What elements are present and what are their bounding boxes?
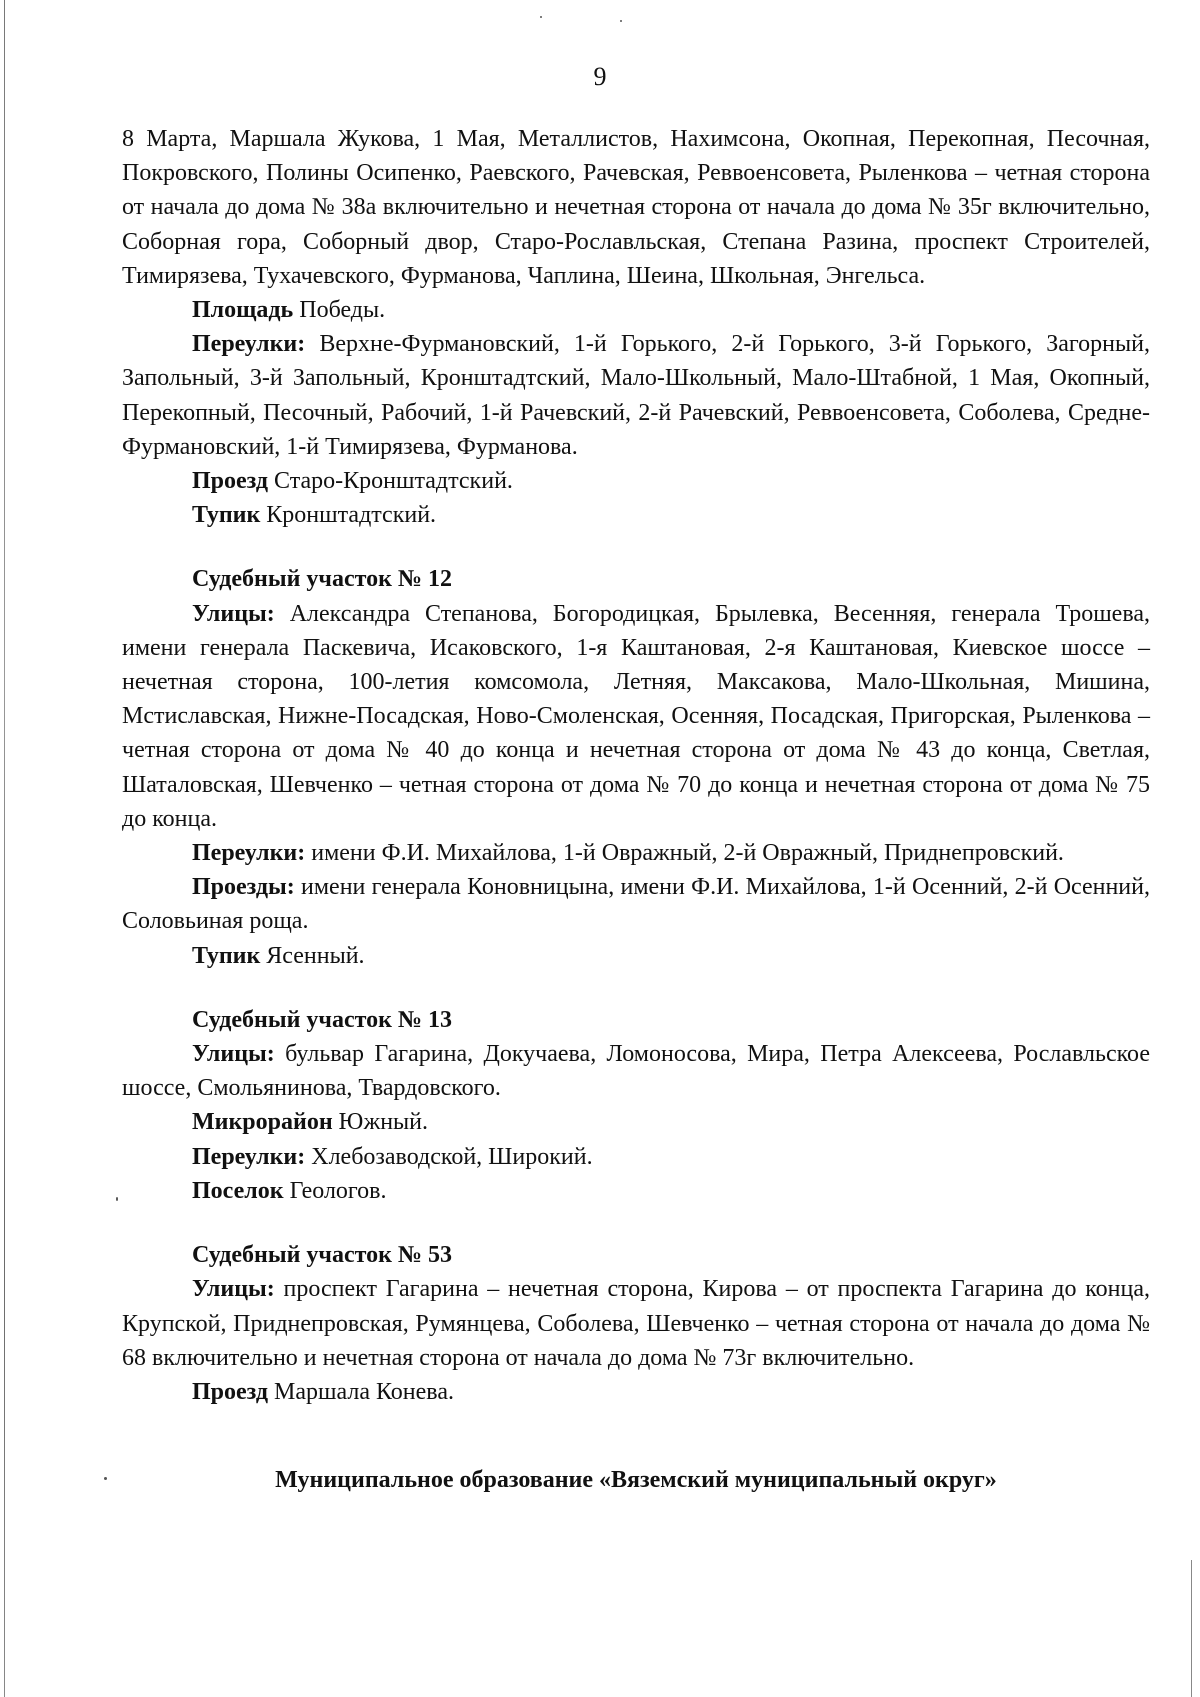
deadend-label: Тупик [192,502,261,529]
streets-text: бульвар Гагарина, Докучаева, Ломоносова, Мира, Петра Алексеева, Рославльское шоссе, Смольянинова, Твардовского. [122,1041,1150,1102]
passage-text: Маршала Конева. [268,1378,454,1405]
section-13-settlement [122,1174,1150,1208]
streets-text: проспект Гагарина – нечетная сторона, Кирова – от проспекта Гагарина до конца, Крупской, Приднепровская, Румянцева, Соболева, Шевченко – четная сторона от начала до дома № 68 включительно и нечетная сторона от начала до дома № 73г включительно. [122,1276,1150,1371]
deadend-label: Тупик [192,942,261,969]
streets-label: Улицы: [192,1276,275,1303]
square-text: Победы. [293,297,386,324]
scan-speck [104,1477,107,1480]
document-body [122,122,1150,1497]
streets-continuation: 8 Марта, Маршала Жукова, 1 Мая, Металлистов, Нахимсона, Окопная, Перекопная, Песочная, Покровского, Полины Осипенко, Раевского, Рачевская, Реввоенсовета, Рыленкова – четная сторона от начала до дома № 38а включительно и нечетная сторона от начала до дома № 35г включительно, Соборная гора, Соборный двор, Старо-Рославльская, Степана Разина, проспект Строителей, Тимирязева, Тухачевского, Фурманова, Чаплина, Шеина, Школьная, Энгельса. [122,126,1150,289]
scan-speck [540,16,542,18]
streets-text: Александра Степанова, Богородицкая, Брылевка, Весенняя, генерала Трошева, имени генерала Паскевича, Исаковского, 1-я Каштановая, 2-я Каштановая, Киевское шоссе – нечетная сторона, 100-летия комсомола, Летняя, Максакова, Мало-Школьная, Мишина, Мстиславская, Нижне-Посадская, Ново-Смоленская, Осенняя, Посадская, Пригорская, Рыленкова – четная сторона от дома № 40 до конца и нечетная сторона от дома № 43 до конца, Светлая, Шаталовская, Шевченко – четная сторона от дома № 70 до конца и нечетная сторона от дома № 75 до конца. [122,600,1150,832]
micro-text: Южный. [332,1109,429,1136]
micro-label: Микрорайон [192,1109,333,1136]
square-line [122,293,1150,327]
lanes-label: Переулки: [192,1143,306,1170]
section-13-title: Судебный участок № 13 [192,1006,453,1033]
lanes-label: Переулки: [192,840,306,867]
municipality-heading: Муниципальное образование «Вяземский муниципальный округ» [275,1467,997,1494]
section-12-deadend [122,939,1150,973]
section-12-streets [122,597,1150,836]
section-gap [122,973,1150,1003]
section-gap [122,1208,1150,1238]
settlement-label: Поселок [192,1177,284,1204]
section-13-lanes [122,1140,1150,1174]
lanes-paragraph [122,327,1150,464]
passage-text: Старо-Кронштадтский. [268,468,513,495]
section-gap [122,532,1150,562]
scan-edge-left [4,0,5,1697]
deadend-text: Кронштадтский. [260,502,437,529]
streets-label: Улицы: [192,600,275,627]
passages-text: имени генерала Коновницына, имени Ф.И. Михайлова, 1-й Осенний, 2-й Осенний, Соловьиная роща. [122,874,1150,935]
page-number: 9 [593,62,607,91]
section-12-title: Судебный участок № 12 [192,566,453,593]
deadend-line [122,498,1150,532]
scan-speck [620,20,622,22]
lanes-text: Верхне-Фурмановский, 1-й Горького, 2-й Горького, 3-й Горького, Загорный, Запольный, 3-й Запольный, Кронштадтский, Мало-Школьный, Мало-Штабной, 1 Мая, Окопный, Перекопный, Песочный, Рабочий, 1-й Рачевский, 2-й Рачевский, Реввоенсовета, Соболева, Средне-Фурмановский, 1-й Тимирязева, Фурманова. [122,331,1150,460]
passage-label: Проезд [192,468,269,495]
section-gap [122,1409,1150,1439]
section-53-title: Судебный участок № 53 [192,1242,453,1269]
lanes-label: Переулки: [192,331,306,358]
section-53-passage [122,1375,1150,1409]
section-12-lanes [122,836,1150,870]
passage-line [122,464,1150,498]
section-13-streets [122,1037,1150,1105]
scan-speck [116,1197,118,1201]
settlement-text: Геологов. [283,1177,387,1204]
scan-edge-right [1191,1560,1192,1697]
lanes-text: Хлебозаводской, Широкий. [305,1143,593,1170]
section-12-passages [122,870,1150,938]
section-53-streets [122,1272,1150,1375]
deadend-text: Ясенный. [260,942,365,969]
passage-label: Проезд [192,1378,269,1405]
lanes-text: имени Ф.И. Михайлова, 1-й Овражный, 2-й Овражный, Приднепровский. [305,840,1064,867]
section-13-micro [122,1105,1150,1139]
streets-label: Улицы: [192,1041,275,1068]
square-label: Площадь [192,297,294,324]
passages-label: Проезды: [192,874,295,901]
